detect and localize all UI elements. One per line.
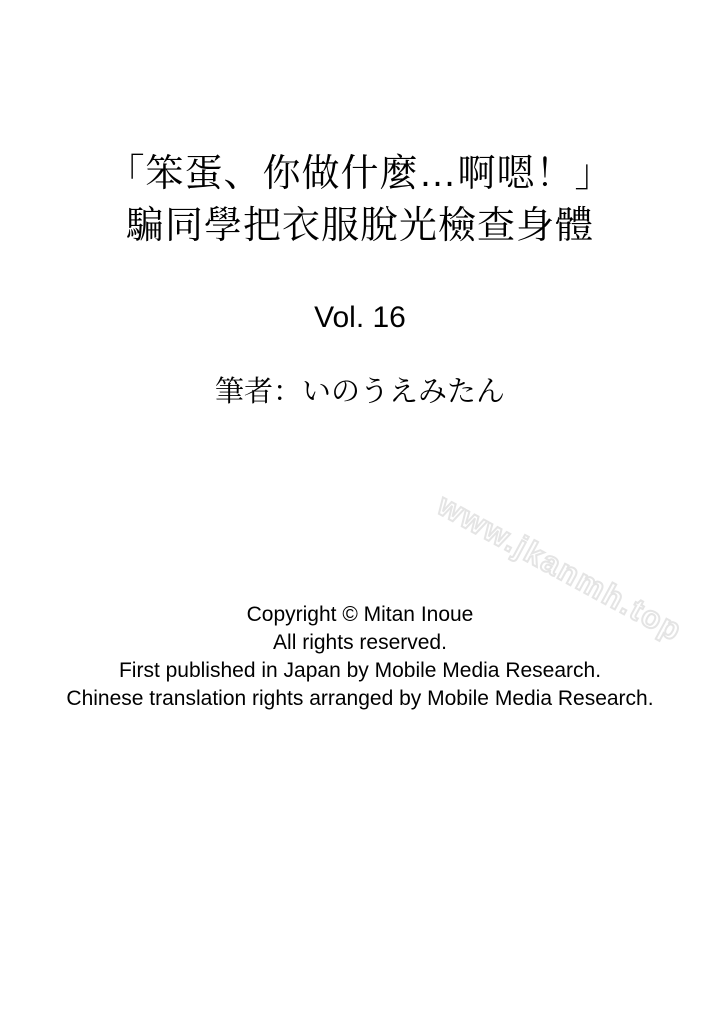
volume-number: Vol. 16 [314,301,406,334]
copyright-line-holder: Copyright © Mitan Inoue [246,603,474,626]
series-title-line-2: 騙同學把衣服脫光檢查身體 [125,205,594,247]
copyright-line-publisher: First published in Japan by Mobile Media Research. [118,659,602,682]
series-title-line-1: 「笨蛋、你做什麼…啊嗯！」 [106,153,614,195]
series-title [0,148,720,252]
site-watermark: www.jkanmh.top [431,487,689,649]
copyright-line-translation: Chinese translation rights arranged by Mobile Media Research. [66,687,654,710]
copyright-block [0,601,720,713]
author-line: 筆者：いのうえみたん [214,376,505,408]
copyright-line-rights: All rights reserved. [273,631,447,654]
